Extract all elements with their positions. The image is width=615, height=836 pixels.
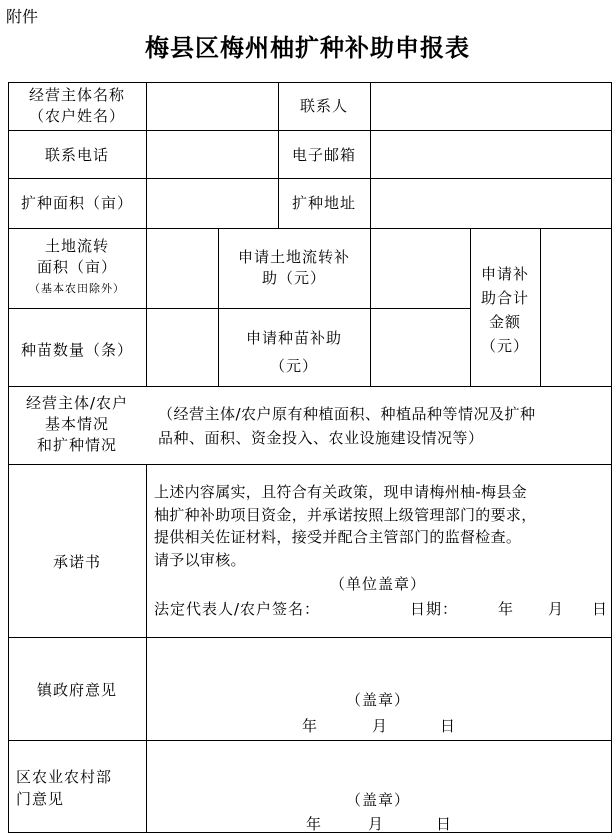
seedling-subsidy-field[interactable] — [371, 309, 469, 385]
total-subsidy-label: 申请补 助合计 金额 （元） — [480, 265, 529, 355]
phone-field[interactable] — [147, 131, 277, 177]
page-title: 梅县区梅州柚扩种补助申报表 — [145, 33, 470, 62]
land-transfer-label: 土地流转 面积（亩） （基本农田除外） — [29, 237, 125, 295]
email-label: 电子邮箱 — [291, 146, 356, 164]
pledge-text: 上述内容属实，且符合有关政策，现申请梅州柚-梅县金 柚扩种补助项目资金，并承诺按照上级管理部门的要求， 提供相关佐证材料，接受并配合主管部门的监督检查。 请予以审核。 — [154, 483, 537, 569]
town-opinion-label: 镇政府意见 — [36, 681, 117, 699]
contact-person-field[interactable] — [371, 83, 610, 129]
email-field[interactable] — [371, 131, 610, 177]
operator-name-label: 经营主体名称 （农户姓名） — [28, 86, 125, 125]
seedling-count-label: 种苗数量（条） — [20, 341, 133, 359]
pledge-day-label: 日 — [592, 600, 609, 618]
district-day-label: 日 — [436, 815, 453, 833]
basic-info-label: 经营主体/农户 基本情况 和扩种情况 — [25, 394, 129, 454]
pledge-year-label: 年 — [498, 600, 515, 618]
contact-person-label: 联系人 — [299, 97, 348, 115]
unit-seal-label: （单位盖章） — [330, 575, 427, 593]
expansion-area-field[interactable] — [147, 179, 277, 227]
total-subsidy-field[interactable] — [541, 229, 610, 385]
expansion-address-label: 扩种地址 — [291, 194, 356, 212]
pledge-month-label: 月 — [548, 600, 565, 618]
attachment-label: 附件 — [6, 7, 39, 26]
expansion-area-label: 扩种面积（亩） — [20, 194, 133, 212]
land-transfer-subsidy-label: 申请土地流转补 助（元） — [237, 248, 350, 287]
seedling-subsidy-label: 申请种苗补助 （元） — [245, 329, 342, 375]
town-day-label: 日 — [440, 717, 457, 735]
expansion-address-field[interactable] — [371, 179, 610, 227]
operator-name-field[interactable] — [147, 83, 277, 129]
district-year-label: 年 — [306, 815, 323, 833]
phone-label: 联系电话 — [44, 146, 109, 164]
signature-label: 法定代表人/农户签名： — [154, 600, 321, 618]
district-opinion-label: 区农业农村部 门意见 — [16, 768, 113, 808]
basic-info-hint[interactable]: （经营主体/农户原有种植面积、种植品种等情况及扩种 品种、面积、资金投入、农业设施建设情况等） — [158, 405, 536, 447]
town-year-label: 年 — [302, 717, 319, 735]
town-month-label: 月 — [372, 717, 389, 735]
date-label: 日期： — [410, 600, 459, 618]
land-transfer-subsidy-field[interactable] — [371, 229, 469, 307]
town-seal-label: （盖章） — [346, 691, 411, 709]
land-transfer-area-field[interactable] — [147, 229, 217, 307]
pledge-label: 承诺书 — [52, 553, 101, 571]
district-month-label: 月 — [368, 815, 385, 833]
seedling-count-field[interactable] — [147, 309, 217, 385]
district-seal-label: （盖章） — [346, 791, 411, 809]
